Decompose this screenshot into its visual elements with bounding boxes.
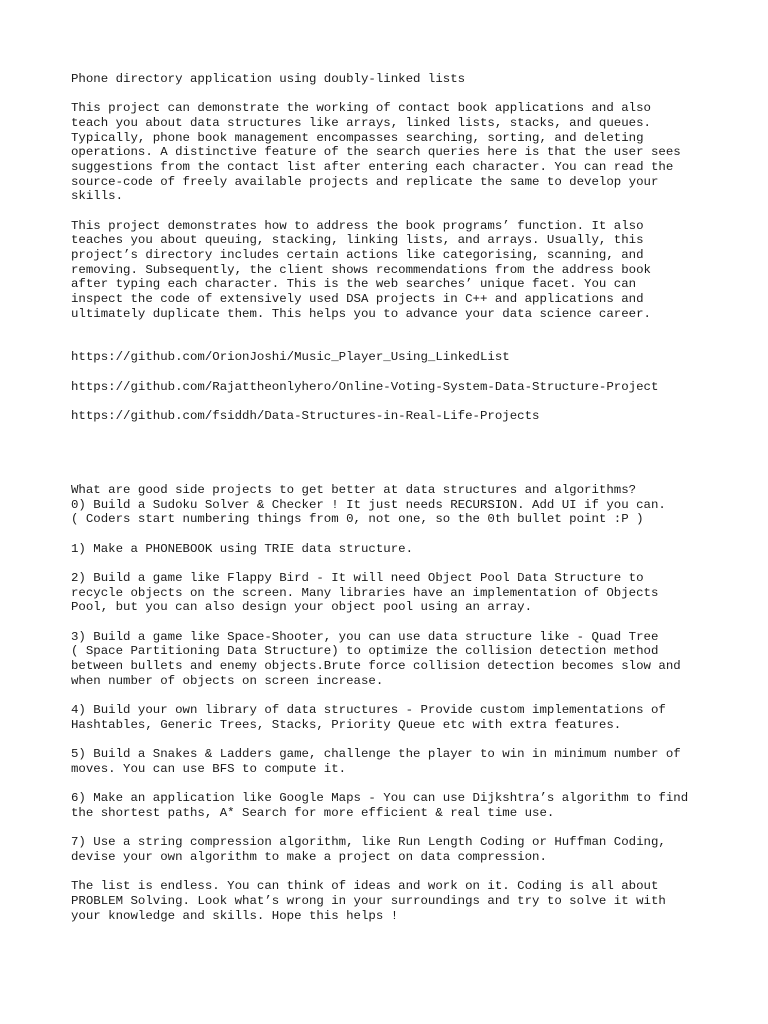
list-item-line: 6) Make an application like Google Maps - You can use Dijkshtra’s algorithm to find — [71, 791, 689, 805]
closing-line: your knowledge and skills. Hope this helps ! — [71, 909, 399, 923]
paragraph-line: This project demonstrates how to address the book programs’ function. It also — [71, 219, 644, 233]
closing-line: The list is endless. You can think of ideas and work on it. Coding is all about — [71, 879, 659, 893]
github-link: https://github.com/OrionJoshi/Music_Player_Using_LinkedList — [71, 350, 510, 364]
list-item-line: recycle objects on the screen. Many libraries have an implementation of Objects — [71, 586, 659, 600]
paragraph-line: source-code of freely available projects and replicate the same to develop your — [71, 175, 659, 189]
list-item-line: 3) Build a game like Space-Shooter, you can use data structure like - Quad Tree — [71, 630, 659, 644]
paragraph-line: project’s directory includes certain actions like categorising, scanning, and — [71, 248, 644, 262]
list-item-line: 5) Build a Snakes & Ladders game, challenge the player to win in minimum number of — [71, 747, 681, 761]
question-heading: What are good side projects to get better at data structures and algorithms? — [71, 483, 637, 497]
list-item-line: 0) Build a Sudoku Solver & Checker ! It just needs RECURSION. Add UI if you can. — [71, 498, 666, 512]
list-item-line: 4) Build your own library of data structures - Provide custom implementations of — [71, 703, 666, 717]
closing-line: PROBLEM Solving. Look what’s wrong in your surroundings and try to solve it with — [71, 894, 666, 908]
paragraph-line: ultimately duplicate them. This helps you to advance your data science career. — [71, 307, 651, 321]
list-item-line: 1) Make a PHONEBOOK using TRIE data structure. — [71, 542, 414, 556]
list-item-line: the shortest paths, A* Search for more efficient & real time use. — [71, 806, 555, 820]
paragraph-line: inspect the code of extensively used DSA projects in C++ and applications and — [71, 292, 644, 306]
list-item-line: between bullets and enemy objects.Brute force collision detection becomes slow and — [71, 659, 681, 673]
list-item-line: ( Space Partitioning Data Structure) to optimize the collision detection method — [71, 644, 659, 658]
list-item-line: ( Coders start numbering things from 0, not one, so the 0th bullet point :P ) — [71, 512, 644, 526]
list-item-line: moves. You can use BFS to compute it. — [71, 762, 347, 776]
list-item-line: devise your own algorithm to make a project on data compression. — [71, 850, 547, 864]
paragraph-line: operations. A distinctive feature of the search queries here is that the user sees — [71, 145, 681, 159]
github-link: https://github.com/Rajattheonlyhero/Online-Voting-System-Data-Structure-Project — [71, 380, 659, 394]
list-item-line: Pool, but you can also design your object pool using an array. — [71, 600, 533, 614]
paragraph-line: This project can demonstrate the working of contact book applications and also — [71, 101, 651, 115]
list-item-line: Hashtables, Generic Trees, Stacks, Priority Queue etc with extra features. — [71, 718, 622, 732]
paragraph-line: removing. Subsequently, the client shows recommendations from the address book — [71, 263, 651, 277]
paragraph-line: skills. — [71, 189, 124, 203]
document-title: Phone directory application using doubly-linked lists — [71, 72, 466, 86]
paragraph-line: after typing each character. This is the web searches’ unique facet. You can — [71, 277, 637, 291]
list-item-line: when number of objects on screen increase. — [71, 674, 384, 688]
paragraph-line: Typically, phone book management encompasses searching, sorting, and deleting — [71, 131, 644, 145]
paragraph-line: teach you about data structures like arrays, linked lists, stacks, and queues. — [71, 116, 651, 130]
paragraph-line: teaches you about queuing, stacking, linking lists, and arrays. Usually, this — [71, 233, 644, 247]
list-item-line: 2) Build a game like Flappy Bird - It will need Object Pool Data Structure to — [71, 571, 644, 585]
list-item-line: 7) Use a string compression algorithm, like Run Length Coding or Huffman Coding, — [71, 835, 666, 849]
github-link: https://github.com/fsiddh/Data-Structures-in-Real-Life-Projects — [71, 409, 540, 423]
paragraph-line: suggestions from the contact list after entering each character. You can read the — [71, 160, 674, 174]
